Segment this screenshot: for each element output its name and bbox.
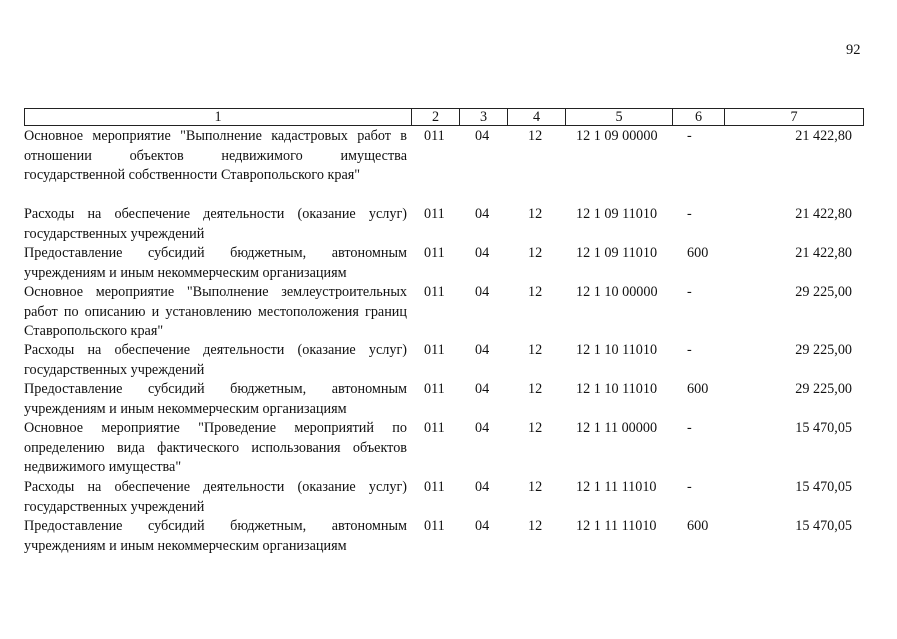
amount: 21 422,80 [795,245,852,261]
code-section: 04 [475,206,490,222]
code-subsection: 12 [528,381,543,397]
page-number: 92 [846,42,861,58]
code-ministry: 011 [424,518,445,534]
code-subsection: 12 [528,518,543,534]
code-target: 12 1 11 11010 [576,518,657,534]
amount: 21 422,80 [795,206,852,222]
code-subsection: 12 [528,284,543,300]
code-subsection: 12 [528,245,543,261]
row-name: Основное мероприятие "Выполнение землеустроительных работ по описанию и установлению местоположения границ Ставропольского края" [24,284,407,339]
code-section: 04 [475,342,490,358]
code-target: 12 1 11 00000 [576,420,658,436]
code-target: 12 1 09 11010 [576,245,658,261]
code-ministry: 011 [424,128,445,144]
code-ministry: 011 [424,245,445,261]
table-body [24,127,862,556]
code-target: 12 1 09 11010 [576,206,658,222]
code-ministry: 011 [424,342,445,358]
table-row [24,517,862,556]
code-section: 04 [475,381,490,397]
code-expense-type: - [687,479,692,495]
row-name: Основное мероприятие "Проведение мероприятий по определению вида фактического использования объектов недвижимого имущества" [24,420,407,475]
amount: 21 422,80 [795,128,852,144]
table-row [24,341,862,380]
code-section: 04 [475,518,490,534]
table-row [24,244,862,283]
header-cell: 5 [566,109,673,125]
row-name: Предоставление субсидий бюджетным, автономным учреждениям и иным некоммерческим организациям [24,245,407,281]
header-cell: 1 [25,109,412,125]
code-section: 04 [475,245,490,261]
amount: 29 225,00 [795,381,852,397]
amount: 29 225,00 [795,284,852,300]
row-name: Предоставление субсидий бюджетным, автономным учреждениям и иным некоммерческим организациям [24,518,407,554]
code-ministry: 011 [424,381,445,397]
code-expense-type: - [687,284,692,300]
row-name: Предоставление субсидий бюджетным, автономным учреждениям и иным некоммерческим организациям [24,381,407,417]
code-target: 12 1 10 11010 [576,342,658,358]
code-subsection: 12 [528,206,543,222]
code-target: 12 1 11 11010 [576,479,657,495]
header-cell: 3 [460,109,508,125]
code-target: 12 1 09 00000 [576,128,658,144]
row-name: Расходы на обеспечение деятельности (оказание услуг) государственных учреждений [24,206,407,242]
table-header [24,108,864,126]
code-target: 12 1 10 00000 [576,284,658,300]
code-expense-type: - [687,420,692,436]
code-subsection: 12 [528,420,543,436]
table-row [24,127,862,205]
row-name: Основное мероприятие "Выполнение кадастровых работ в отношении объектов недвижимого имущества государственной собственности Ставропольского края" [24,128,407,183]
row-name: Расходы на обеспечение деятельности (оказание услуг) государственных учреждений [24,479,407,515]
header-cell: 6 [673,109,725,125]
amount: 15 470,05 [795,518,852,534]
row-name: Расходы на обеспечение деятельности (оказание услуг) государственных учреждений [24,342,407,378]
amount: 29 225,00 [795,342,852,358]
table-row [24,205,862,244]
code-subsection: 12 [528,479,543,495]
code-expense-type: 600 [687,245,709,261]
header-cell: 4 [508,109,566,125]
table-row [24,283,862,341]
amount: 15 470,05 [795,479,852,495]
code-expense-type: 600 [687,381,709,397]
code-target: 12 1 10 11010 [576,381,658,397]
code-ministry: 011 [424,284,445,300]
code-section: 04 [475,420,490,436]
code-expense-type: 600 [687,518,709,534]
amount: 15 470,05 [795,420,852,436]
header-cell: 7 [790,109,798,125]
table-row [24,419,862,478]
code-section: 04 [475,284,490,300]
table-row [24,380,862,419]
code-ministry: 011 [424,420,445,436]
code-section: 04 [475,479,490,495]
code-subsection: 12 [528,342,543,358]
table-row [24,478,862,517]
code-expense-type: - [687,206,692,222]
code-expense-type: - [687,342,692,358]
code-ministry: 011 [424,206,445,222]
code-section: 04 [475,128,490,144]
code-subsection: 12 [528,128,543,144]
code-ministry: 011 [424,479,445,495]
header-cell: 2 [412,109,460,125]
code-expense-type: - [687,128,692,144]
